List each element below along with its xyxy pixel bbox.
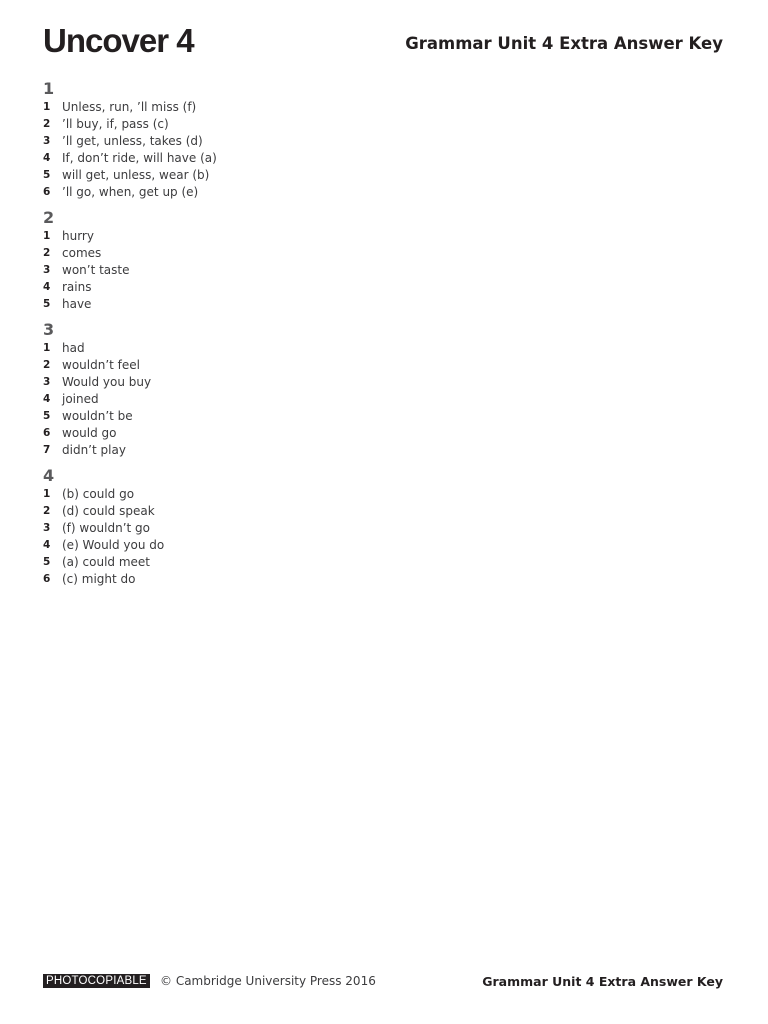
answer-number: 4 <box>43 539 51 551</box>
answer-item <box>43 486 443 503</box>
answer-number: 4 <box>43 281 51 293</box>
answer-item <box>43 184 443 201</box>
answer-text: (b) could go <box>62 487 135 501</box>
answer-number: 2 <box>43 359 51 371</box>
answer-text: ’ll get, unless, takes (d) <box>62 134 203 148</box>
exercise-section <box>43 208 443 313</box>
answer-item <box>43 150 443 167</box>
answer-item <box>43 357 443 374</box>
answer-number: 2 <box>43 118 51 130</box>
answer-text: (e) Would you do <box>62 538 165 552</box>
answer-number: 6 <box>43 573 51 585</box>
answer-number: 5 <box>43 169 51 181</box>
answer-item <box>43 554 443 571</box>
footer-title: Grammar Unit 4 Extra Answer Key <box>482 974 723 989</box>
answer-text: ’ll buy, if, pass (c) <box>62 117 169 131</box>
answer-item <box>43 408 443 425</box>
exercise-number: 4 <box>43 466 55 485</box>
answer-list <box>43 486 443 588</box>
exercise-section <box>43 79 443 201</box>
answer-number: 1 <box>43 488 51 500</box>
exercise-section <box>43 320 443 459</box>
answer-item <box>43 374 443 391</box>
answer-number: 5 <box>43 556 51 568</box>
answer-number: 6 <box>43 427 51 439</box>
brand-logo: Uncover 4 <box>43 22 194 59</box>
answer-text: have <box>62 297 92 311</box>
answer-text: had <box>62 341 85 355</box>
answer-number: 2 <box>43 505 51 517</box>
answer-text: (c) might do <box>62 572 136 586</box>
answer-number: 2 <box>43 247 51 259</box>
answer-item <box>43 228 443 245</box>
page-title: Grammar Unit 4 Extra Answer Key <box>405 34 723 53</box>
answer-item <box>43 442 443 459</box>
exercise-number: 2 <box>43 208 55 227</box>
answer-item <box>43 571 443 588</box>
answer-item <box>43 537 443 554</box>
exercise-section <box>43 466 443 588</box>
page-header <box>43 22 723 62</box>
answer-list <box>43 99 443 201</box>
answer-item <box>43 425 443 442</box>
page-footer <box>43 972 723 992</box>
answer-list <box>43 228 443 313</box>
answer-item <box>43 520 443 537</box>
answer-item <box>43 296 443 313</box>
exercise-number: 3 <box>43 320 55 339</box>
answer-number: 4 <box>43 152 51 164</box>
answer-text: won’t taste <box>62 263 130 277</box>
answer-item <box>43 279 443 296</box>
answer-item <box>43 116 443 133</box>
answer-text: didn’t play <box>62 443 126 457</box>
answer-number: 3 <box>43 135 51 147</box>
answer-number: 3 <box>43 522 51 534</box>
answer-text: comes <box>62 246 102 260</box>
answer-text: joined <box>62 392 99 406</box>
answer-text: Would you buy <box>62 375 152 389</box>
answer-item <box>43 391 443 408</box>
answer-item <box>43 262 443 279</box>
answer-text: will get, unless, wear (b) <box>62 168 210 182</box>
answer-number: 3 <box>43 264 51 276</box>
answer-text: hurry <box>62 229 94 243</box>
photocopiable-badge: PHOTOCOPIABLE <box>43 974 150 988</box>
answer-number: 5 <box>43 410 51 422</box>
answer-item <box>43 340 443 357</box>
answer-text: (f) wouldn’t go <box>62 521 151 535</box>
answer-list <box>43 340 443 459</box>
answer-number: 6 <box>43 186 51 198</box>
answer-item <box>43 245 443 262</box>
answer-text: If, don’t ride, will have (a) <box>62 151 217 165</box>
answer-number: 5 <box>43 298 51 310</box>
answer-number: 1 <box>43 230 51 242</box>
answer-text: rains <box>62 280 92 294</box>
answer-number: 7 <box>43 444 51 456</box>
answer-key-content <box>43 79 443 595</box>
answer-item <box>43 133 443 150</box>
answer-item <box>43 99 443 116</box>
answer-text: wouldn’t feel <box>62 358 140 372</box>
answer-text: (a) could meet <box>62 555 151 569</box>
copyright-notice: © Cambridge University Press 2016 <box>160 974 376 988</box>
answer-text: Unless, run, ’ll miss (f) <box>62 100 197 114</box>
answer-text: (d) could speak <box>62 504 155 518</box>
answer-item <box>43 167 443 184</box>
answer-number: 4 <box>43 393 51 405</box>
answer-number: 1 <box>43 101 51 113</box>
answer-text: would go <box>62 426 117 440</box>
answer-item <box>43 503 443 520</box>
answer-text: wouldn’t be <box>62 409 133 423</box>
answer-number: 1 <box>43 342 51 354</box>
answer-text: ’ll go, when, get up (e) <box>62 185 199 199</box>
answer-number: 3 <box>43 376 51 388</box>
exercise-number: 1 <box>43 79 55 98</box>
